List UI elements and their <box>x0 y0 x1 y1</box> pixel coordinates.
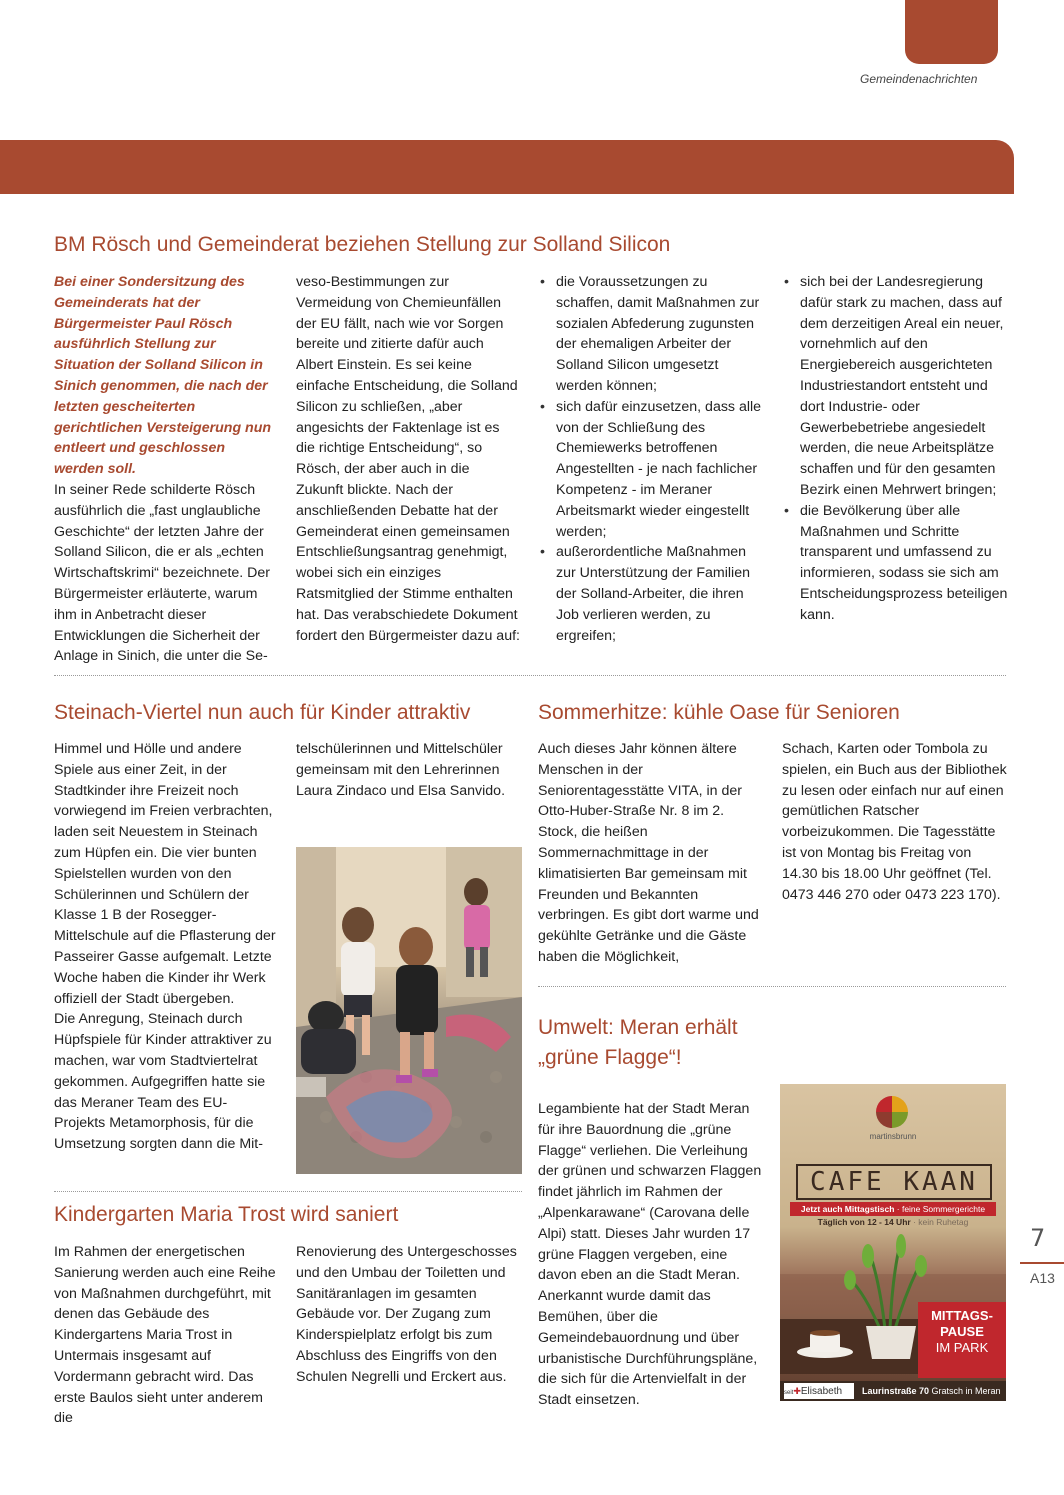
badge-line-2: PAUSE <box>940 1324 984 1339</box>
opening-hours <box>780 1217 1006 1227</box>
article-title-umwelt: Umwelt: Meran erhält „grüne Flagge“! <box>538 1016 738 1069</box>
page-number: 7 <box>1030 1224 1046 1252</box>
elisabeth-logo-text: Elisabeth <box>800 1386 843 1397</box>
ad-address-rest: Gratsch in Meran <box>929 1386 1001 1396</box>
ad-address-bold: Laurinstraße 70 <box>862 1386 930 1396</box>
article-sommerhitze-p2: Schach, Karten oder Tombola zu spielen, ein Buch aus der Bibliothek zu lesen oder einfach nur auf einen gemütlichen Ratscher vorbeizukommen. Die Tagesstätte ist von Montag bis Freitag von 14.30 bis 18.00 Uhr geöffnet (Tel. 0473 446 270 oder 0473 223 170). <box>782 741 1007 903</box>
lunch-strip-rest: · feine Sommergerichte <box>894 1204 986 1214</box>
cross-icon: ✚ <box>793 1386 801 1396</box>
elisabeth-logo <box>784 1383 854 1399</box>
article-sommerhitze-p1: Auch dieses Jahr können ältere Menschen in der Seniorentagesstätte VITA, in der Otto-Huber-Straße Nr. 8 im 2. Stock, die heißen Sommernachmittage in der klimatisierten Bar gemeinsam mit Freunden und Bekannten verbringen. Es gibt dort warme und gekühlte Getränke und die Gäste haben die Möglichkeit, <box>538 741 759 965</box>
photo-illustration <box>296 847 522 1174</box>
article-steinach-col2 <box>296 739 522 801</box>
article-umwelt-text: Legambiente hat der Stadt Meran für ihre Bauordnung die „grüne Flagge“ verliehen. Die Verleihung der grünen und schwarzen Flaggen findet jährlich im Rahmen der „Alpenkarawane“ (Carovana delle Alpi) statt. Dieses Jahr wurden 17 grüne Flaggen vergeben, eine davon eben an die Stadt Meran. Anerkannt wurde damit das Bemühen, über die Gemeindebauordnung und über urbanistische Durchführungspläne, die sich für die Artenvielfalt in der Stadt einsetzen. <box>538 1101 762 1409</box>
article-steinach-p2: Die Anregung, Steinach durch Hüpfspiele für Kinder attraktiver zu machen, war vom Stadtviertelrat gekommen. Aufgegriffen hatte sie das Meraner Team des EU-Projekts Metamorphosis, für die Umsetzung sorgten dann die Mit- <box>54 1011 272 1153</box>
separator <box>54 1191 522 1192</box>
page-code: A13 <box>1030 1270 1055 1286</box>
demand-item: • außerordentliche Maßnahmen zur Unterstützung der Familien der Solland-Arbeiter, die ihren Job verlieren werden, zu ergreifen; <box>538 542 764 646</box>
ad-address <box>862 1381 1004 1401</box>
article-kindergarten-p2: Renovierung des Untergeschosses und den Umbau der Toiletten und Sanitäranlagen im gesamten Gebäude vor. Der Zugang zum Kinderspielplatz erfolgt bis zum Abschluss des Eingriffs von den Schulen Negrelli und Erckert aus. <box>296 1244 517 1385</box>
separator <box>538 986 1006 987</box>
article-solland-col2 <box>296 272 520 646</box>
cafe-name-headline: CAFE KAAN <box>796 1164 992 1200</box>
article-steinach-col1 <box>54 739 278 1155</box>
section-label: Gemeindenachrichten <box>860 72 978 86</box>
demand-item: • sich dafür einzusetzen, dass alle von der Schließung des Chemiewerks betroffenen Angestellten - je nach fachlicher Kompetenz - im Meraner Arbeitsmarkt wieder eingestellt werden; <box>538 397 764 543</box>
martinsbrunn-logo-icon <box>874 1094 910 1130</box>
brand-name: martinsbrunn <box>869 1132 917 1141</box>
article-umwelt-col <box>538 1099 764 1411</box>
article-solland-lead: Bei einer Sondersitzung des Gemeinderats hat der Bürgermeister Paul Rösch ausführlich Stellung zur Situation der Solland Silicon in Sinich genommen, die nach der letzten gescheiterten gerichtlichen Versteigerung nun entleert und geschlossen werden soll. <box>54 274 272 478</box>
article-title-solland: BM Rösch und Gemeinderat beziehen Stellung zur Solland Silicon <box>54 233 671 256</box>
article-solland-col1 <box>54 272 278 667</box>
badge-line-1: MITTAGS- <box>931 1308 993 1323</box>
article-kindergarten-col2 <box>296 1242 522 1388</box>
article-solland-col3 <box>538 272 764 646</box>
article-kindergarten-col1 <box>54 1242 278 1429</box>
article-title-steinach: Steinach-Viertel nun auch für Kinder attraktiv <box>54 701 471 724</box>
article-sommerhitze-col2 <box>782 739 1008 905</box>
article-solland-col4 <box>782 272 1008 626</box>
lunch-strip <box>790 1202 996 1216</box>
separator <box>54 675 1006 676</box>
demand-item: • die Voraussetzungen zu schaffen, damit Maßnahmen zur sozialen Abfederung zugunsten der ehemaligen Arbeiter der Solland Silicon umgesetzt werden können; <box>538 272 764 397</box>
opening-hours-bold: Täglich von 12 - 14 Uhr <box>817 1217 911 1227</box>
article-steinach-p3: telschülerinnen und Mittelschüler gemeinsam mit den Lehrerinnen Laura Zindaco und Elsa Sanvido. <box>296 741 506 799</box>
article-solland-text2: veso-Bestimmungen zur Vermeidung von Chemieunfällen der EU fällt, nach wie vor Sorgen bereite und zitierte dafür auch Albert Einstein. Es sei keine einfache Entscheidung, die Solland Silicon zu schließen, „aber angesichts der Faktenlage ist es die richtige Entscheidung“, so Rösch, der aber auch in die Zukunft blickte. Nach der anschließenden Debatte hat der Gemeinderat einen gemeinsamen Entschließungsantrag genehmigt, wobei sich ein einziges Ratsmitglied der Stimme enthalten hat. Das verabschiedete Dokument fordert den Bürgermeister dazu auf: <box>296 274 520 644</box>
page-number-rule <box>1020 1262 1064 1264</box>
badge-line-3: IM PARK <box>935 1340 989 1355</box>
article-title-sommerhitze: Sommerhitze: kühle Oase für Senioren <box>538 701 900 724</box>
article-title-kindergarten: Kindergarten Maria Trost wird saniert <box>54 1203 399 1226</box>
demand-item: • sich bei der Landesregierung dafür stark zu machen, dass auf dem derzeitigen Areal ein neuer, vornehmlich auf den Energiebereich ausgerichteten Industriestandort entsteht und dort Industrie- oder Gewerbebetriebe angesiedelt werden, die neue Arbeitsplätze schaffen und für den gesamten Bezirk einen Mehrwert bringen; <box>782 272 1008 501</box>
demand-item: • die Bevölkerung über alle Maßnahmen und Schritte transparent und umfassend zu informieren, sodass sie sich am Entscheidungsprozess beteiligen kann. <box>782 501 1008 626</box>
article-kindergarten-p1: Im Rahmen der energetischen Sanierung werden auch eine Reihe von Maßnahmen durchgeführt, mit denen das Gebäude des Kindergartens Maria Trost in Untermais insgesamt auf Vordermann gebracht wird. Das erste Baulos sieht unter anderem die <box>54 1244 276 1427</box>
lunch-strip-bold: Jetzt auch Mittagstisch <box>800 1204 895 1214</box>
article-sommerhitze-col1 <box>538 739 764 968</box>
children-playing-photo <box>296 847 522 1174</box>
lunch-break-badge <box>918 1302 1006 1378</box>
header-band <box>0 140 1014 194</box>
elisabeth-logo-small: seit <box>784 1390 794 1396</box>
header-tab <box>905 0 998 64</box>
opening-hours-rest: · kein Ruhetag <box>910 1217 969 1227</box>
article-steinach-p1: Himmel und Hölle und andere Spiele aus einer Zeit, in der Stadtkinder ihre Freizeit noch vorwiegend im Freien verbrachten, laden seit Neuestem in Steinach zum Hüpfen ein. Die vier bunten Spielstellen wurden von den Schülerinnen und Schülern der Klasse 1 B der Rosegger-Mittelschule auf die Pflasterung der Passeirer Gasse aufgemalt. Letzte Woche haben die Kinder ihr Werk offiziell der Stadt übergeben. <box>54 741 276 1007</box>
cafe-kaan-ad[interactable] <box>780 1084 1006 1401</box>
article-solland-text1: In seiner Rede schilderte Rösch ausführlich die „fast unglaubliche Geschichte“ der letzten Jahre der Solland Silicon, die er als „echten Wirtschaftskrimi“ bezeichnete. Der Bürgermeister erläuterte, warum ihm in Anbetracht dieser Entwicklungen die Sicherheit der Anlage in Sinich, die unter die Se- <box>54 481 271 665</box>
ad-footer <box>780 1381 1006 1401</box>
